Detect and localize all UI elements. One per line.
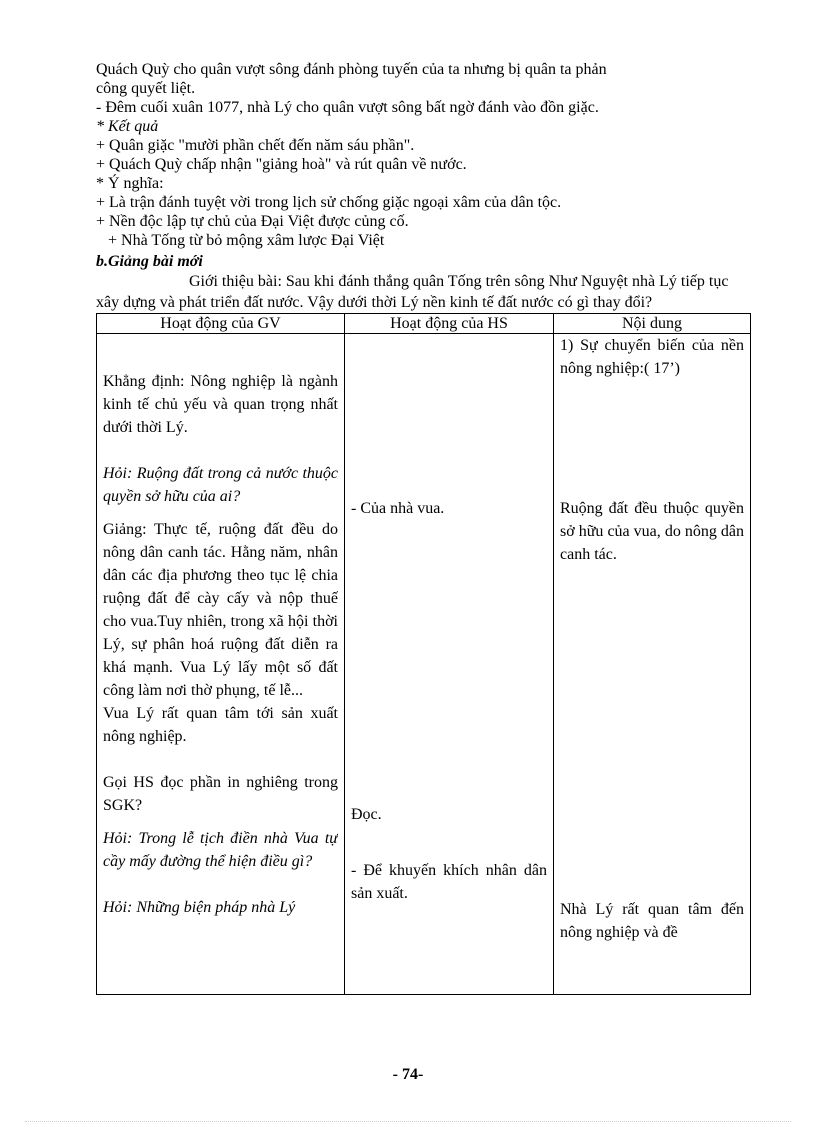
noi-dung-column: [554, 334, 751, 995]
text-line: + Nền độc lập tự chủ của Đại Việt được củng cố.: [96, 213, 409, 230]
content-heading: 1) Sự chuyển biến của nền nông nghiệp:( 17’): [560, 337, 744, 377]
text-line: - Đêm cuối xuân 1077, nhà Lý cho quân vượt sông bất ngờ đánh vào đồn giặc.: [96, 99, 599, 116]
header-noi-dung: Nội dung: [554, 314, 751, 334]
text-line: + Nhà Tống từ bỏ mộng xâm lược Đại Việt: [108, 232, 385, 249]
content-text: Nhà Lý rất quan tâm đến nông nghiệp và đề: [560, 901, 744, 941]
gv-explanation: Giảng: Thực tế, ruộng đất đều do nông dân canh tác. Hằng năm, nhân dân các địa phương theo tục lệ chia ruộng đất để cày cấy và nộp thuế cho vua.Tuy nhiên, trong xã hội thời Lý, sự phân hoá ruộng đất diễn ra khá mạnh. Vua Lý lấy một số đất công làm nơi thờ phụng, tế lễ...: [103, 521, 338, 699]
meaning-heading: * Ý nghĩa:: [96, 175, 164, 192]
header-hs: Hoạt động của HS: [345, 314, 554, 334]
gv-question: Hỏi: Ruộng đất trong cả nước thuộc quyền sở hữu của ai?: [103, 465, 338, 505]
hs-answer: - Để khuyến khích nhân dân sản xuất.: [351, 862, 547, 902]
text-line: + Là trận đánh tuyệt vời trong lịch sử chống giặc ngoại xâm của dân tộc.: [96, 194, 562, 211]
text-line: + Quách Quỳ chấp nhận "giảng hoà" và rút quân về nước.: [96, 156, 467, 173]
page-bottom-divider: [25, 1121, 791, 1122]
intro-paragraph: Giới thiệu bài: Sau khi đánh thắng quân Tống trên sông Như Nguyệt nhà Lý tiếp tục xây dựng và phát triển đất nước. Vậy dưới thời Lý nền kinh tế đất nước có gì thay đổi?: [96, 273, 729, 311]
document-page: [96, 60, 750, 995]
text-line: Quách Quỳ cho quân vượt sông đánh phòng tuyến của ta nhưng bị quân ta phản: [96, 61, 607, 78]
content-text: Ruộng đất đều thuộc quyền sở hữu của vua, do nông dân canh tác.: [560, 500, 744, 563]
gv-question: Hỏi: Những biện pháp nhà Lý: [103, 899, 296, 916]
result-heading: * Kết quả: [96, 118, 159, 135]
gv-statement: Khẳng định: Nông nghiệp là ngành kinh tế chủ yếu và quan trọng nhất dưới thời Lý.: [103, 373, 338, 436]
text-line: công quyết liệt.: [96, 80, 196, 97]
hs-column: [345, 334, 554, 995]
gv-instruction: Gọi HS đọc phần in nghiêng trong SGK?: [103, 774, 338, 814]
hs-answer: Đọc.: [351, 806, 382, 823]
gv-question: Hỏi: Trong lễ tịch điền nhà Vua tự cầy mấy đường thể hiện điều gì?: [103, 830, 338, 870]
gv-column: [97, 334, 345, 995]
hs-answer: - Của nhà vua.: [351, 500, 445, 517]
gv-statement: Vua Lý rất quan tâm tới sản xuất nông nghiệp.: [103, 705, 338, 745]
page-number: - 74-: [392, 1066, 424, 1083]
section-heading: b.Giảng bài mới: [96, 253, 203, 270]
lesson-table: [96, 313, 751, 995]
header-gv: Hoạt động của GV: [97, 314, 345, 334]
text-line: + Quân giặc "mười phần chết đến năm sáu phần".: [96, 137, 415, 154]
